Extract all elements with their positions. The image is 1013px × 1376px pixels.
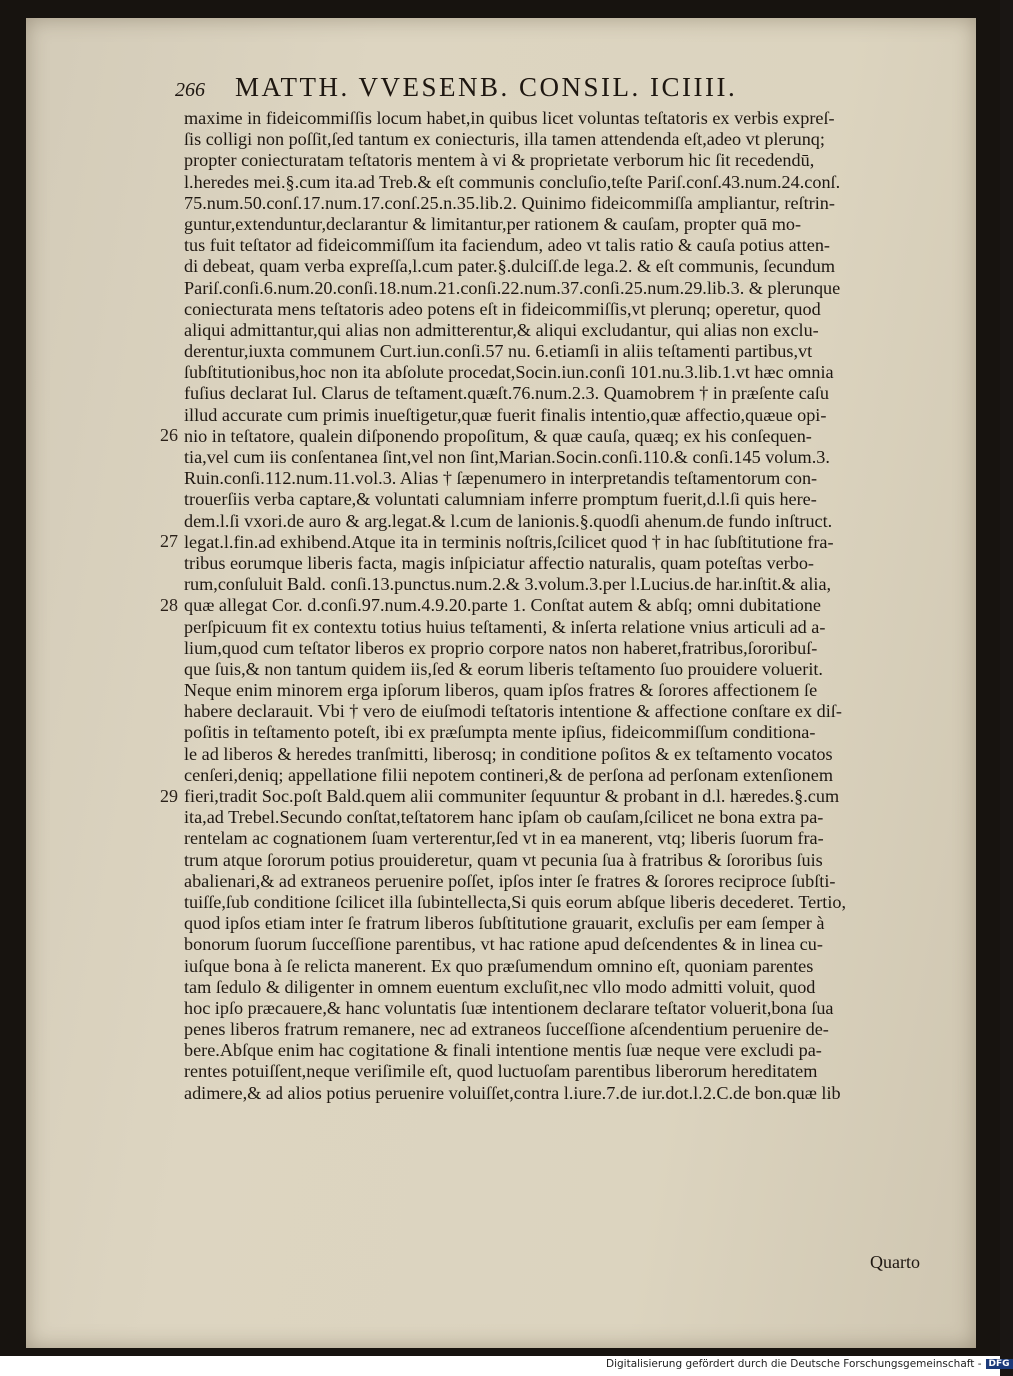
text-line: lium,quod cum teſtator liberos ex proprio corpore natos non haberet,fratribus,ſororibuſ- — [184, 637, 818, 658]
text-line: di debeat, quam verba expreſſa,l.cum pater.§.dulciſſ.de lega.2. & eſt communis, ſecundum — [184, 256, 836, 277]
text-line: bere.Abſque enim hac cogitatione & finali intentione mentis ſuæ neque vere excludi pa- — [184, 1040, 822, 1061]
margin-number-27: 27 — [160, 531, 178, 551]
text-line: tribus eorumque liberis facta, magis inſpiciatur affectio naturalis, quam poteſtas verbo- — [184, 552, 814, 573]
text-line: Ruin.conſi.112.num.11.vol.3. Alias † ſæpenumero in interpretandis teſtamentorum con- — [184, 468, 818, 489]
text-line: adimere,& ad alios potius peruenire voluiſſet,contra l.iure.7.de iur.dot.l.2.C.de bon.quæ lib — [184, 1082, 841, 1103]
text-line: cenſeri,deniq; appellatione filii nepotem contineri,& de perſona ad perſonam extenſionem — [184, 764, 833, 785]
text-line: tia,vel cum iis conſentanea ſint,vel non ſint,Marian.Socin.conſi.110.& conſi.145 volum.3. — [184, 447, 830, 467]
text-line: quæ allegat Cor. d.conſi.97.num.4.9.20.parte 1. Conſtat autem & abſq; omni dubitatione — [184, 595, 821, 616]
text-line: rentes potuiſſent,neque veriſimile eſt, quod luctuoſam parentibus liberorum hereditatem — [184, 1061, 818, 1082]
text-line: abalienari,& ad extraneos peruenire poſſet, ipſos inter ſe fratres & ſorores reciproce ſubſti- — [184, 870, 836, 891]
text-line: rum,conſuluit Bald. conſi.13.punctus.num.2.& 3.volum.3.per l.Lucius.de har.inſtit.& alia, — [184, 574, 832, 595]
text-line: poſitis in teſtamento poteſt, ibi ex præſumpta mente ipſius, fideicommiſſum conditiona- — [184, 722, 816, 743]
body-text — [184, 108, 959, 1104]
text-line: ſubſtitutionibus,hoc non ita abſolute procedat,Socin.iun.conſi 101.nu.3.lib.1.vt hæc omnia — [184, 362, 834, 383]
digitization-credit — [606, 1358, 1013, 1370]
credit-text: Digitalisierung gefördert durch die Deutsche Forschungsgemeinschaft - — [606, 1358, 982, 1370]
text-line: trum atque ſororum potius prouideretur, quam vt pecunia ſua à fratribus & ſororibus ſuis — [184, 849, 823, 870]
text-line: ſis colligi non poſſit,ſed tantum ex coniecturis, illa tamen attendenda eſt,adeo vt plerunq; — [184, 129, 825, 150]
text-line: tuiſſe,ſub conditione ſcilicet illa ſubintellecta,Si quis eorum abſque liberis decederet. Tertio, — [184, 891, 847, 912]
running-title: MATTH. VVESENB. CONSIL. ICIIII. — [235, 72, 738, 102]
text-line: Neque enim minorem erga ipſorum liberos, quam ipſos fratres & ſorores affectionem ſe — [184, 680, 818, 701]
text-line: ita,ad Trebel.Secundo conſtat,teſtatorem hanc ipſam ob cauſam,ſcilicet ne bona extra pa- — [184, 807, 824, 828]
text-line: l.heredes mei.§.cum ita.ad Treb.& eſt communis concluſio,teſte Pariſ.conſ.43.num.24.conſ. — [184, 171, 841, 192]
margin-number-29: 29 — [160, 786, 178, 806]
text-line: iuſque bona à ſe relicta manerent. Ex quo præſumendum omnino eſt, quoniam parentes — [184, 955, 814, 976]
text-line: fieri,tradit Soc.poſt Bald.quem alii communiter ſequuntur & probant in d.l. hæredes.§.cum — [184, 786, 840, 806]
text-line: dem.l.ſi vxori.de auro & arg.legat.& l.cum de lanionis.§.quodſi ahenum.de fundo inſtruct. — [184, 510, 833, 531]
text-line: 75.num.50.conſ.17.num.17.conſ.25.n.35.lib.2. Quinimo fideicommiſſa ampliantur, reſtrin- — [184, 192, 835, 213]
folio-number: 266 — [175, 79, 205, 101]
margin-number-28: 28 — [160, 595, 178, 615]
text-line: derentur,iuxta communem Curt.iun.conſi.57 nu. 6.etiamſi in aliis teſtamenti partibus,vt — [184, 341, 813, 362]
text-line: tam ſedulo & diligenter in omnem euentum excluſit,nec vllo modo admitti voluit, quod — [184, 976, 816, 997]
text-line: illud accurate cum primis inueſtigetur,quæ fuerit finalis intentio,quæ affectio,quæue opi- — [184, 404, 827, 425]
text-line: bonorum ſuorum ſucceſſione parentibus, vt hac ratione apud deſcendentes & in linea cu- — [184, 934, 823, 955]
text-line: perſpicuum fit ex contextu totius huius teſtamenti, & inſerta relatione vnius articuli ad a- — [184, 616, 826, 637]
text-line: habere declarauit. Vbi † vero de eiuſmodi teſtatoris intentione & affectione conſtare ex diſ- — [184, 701, 842, 722]
text-line: guntur,extenduntur,declarantur & limitantur,per rationem & cauſam, propter quā mo- — [184, 213, 801, 234]
text-line: Pariſ.conſi.6.num.20.conſi.18.num.21.conſi.22.num.37.conſi.25.num.29.lib.3. & plerunque — [184, 277, 841, 298]
text-line: aliqui admittantur,qui alias non admitterentur,& aliqui excludantur, qui alias non exclu- — [184, 319, 819, 340]
text-line: rentelam ac cognationem ſuam verterentur,ſed vt in ea manerent, vtq; liberis ſuorum fra- — [184, 828, 824, 849]
text-line: nio in teſtatore, qualein diſponendo propoſitum, & quæ cauſa, quæq; ex his conſequen- — [184, 425, 812, 446]
text-line: le ad liberos & heredes tranſmitti, liberosq; in conditione poſitos & ex teſtamento vocatos — [184, 743, 833, 764]
text-line: fuſius declarat Iul. Clarus de teſtament.quæſt.76.num.2.3. Quamobrem † in præſente caſu — [184, 383, 829, 404]
margin-number-26: 26 — [160, 425, 178, 445]
text-line: maxime in fideicommiſſis locum habet,in quibus licet voluntas teſtatoris ex verbis expreſ- — [184, 108, 835, 128]
running-header — [175, 72, 975, 103]
text-line: hoc ipſo præcauere,& hanc voluntatis ſuæ intentionem declarare teſtator voluerit,bona ſua — [184, 997, 834, 1018]
text-line: tus fuit teſtator ad fideicommiſſum ita faciendum, adeo vt talis ratio & cauſa potius atten- — [184, 235, 830, 256]
catchword: Quarto — [870, 1252, 920, 1272]
text-line: quod ipſos etiam inter ſe fratrum liberos ſubſtitutione grauarit, excluſis per eam ſemper à — [184, 913, 825, 934]
text-line: coniecturata mens teſtatoris adeo potens eſt in fideicommiſſis,vt plerunq; operetur, quod — [184, 298, 821, 319]
dfg-logo: DFG — [986, 1359, 1013, 1369]
text-line: que ſuis,& non tantum quidem iis,ſed & eorum liberis teſtamento ſuo prouidere voluerit. — [184, 658, 823, 679]
text-line: propter coniecturatam teſtatoris mentem à vi & proprietate verborum hic ſit recedendū, — [184, 150, 815, 171]
text-line: legat.l.fin.ad exhibend.Atque ita in terminis noſtris,ſcilicet quod † in hac ſubſtitutione fra- — [184, 531, 834, 552]
text-line: penes liberos fratrum remanere, nec ad extraneos ſucceſſione aſcendentium peruenire de- — [184, 1019, 829, 1040]
text-line: trouerſiis verba captare,& voluntati calumniam inferre promptum fuerit,d.l.ſi quis here- — [184, 489, 817, 510]
